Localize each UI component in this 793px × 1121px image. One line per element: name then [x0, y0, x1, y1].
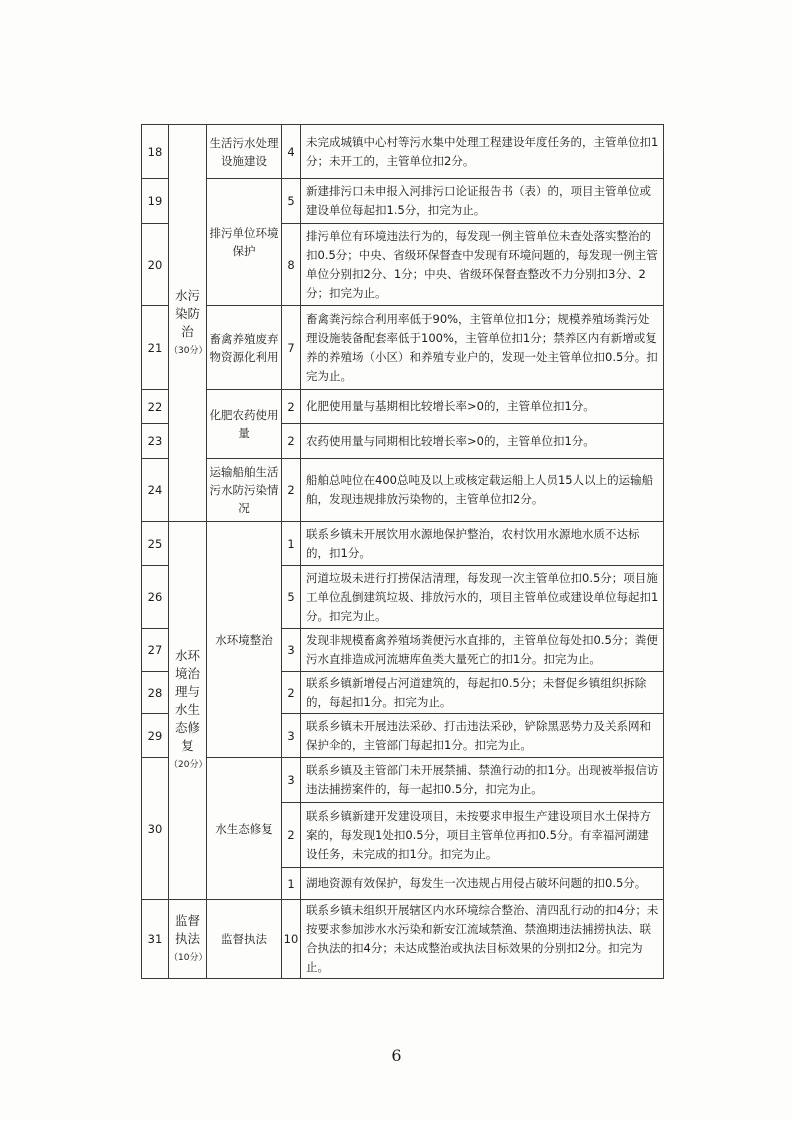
criteria-text: 船舶总吨位在400总吨及以上或核定载运船上人员15人以上的运输船舶，发现违规排放污染物的，主管单位扣2分。	[301, 459, 664, 522]
subcategory-cell	[207, 459, 282, 522]
table-row	[142, 522, 664, 566]
row-number: 24	[142, 459, 169, 522]
criteria-text: 发现非规模畜禽养殖场粪便污水直排的，主管单位每处扣0.5分；粪便污水直排造成河流塘库鱼类大量死亡的扣1分。扣完为止。	[301, 629, 664, 672]
criteria-text: 农药使用量与同期相比较增长率>0的，主管单位扣1分。	[301, 424, 664, 459]
subcategory-label: 化肥农药使用量	[209, 408, 279, 440]
points-cell: 8	[282, 224, 301, 306]
points-cell: 2	[282, 459, 301, 522]
row-number: 30	[142, 758, 169, 900]
row-number: 19	[142, 179, 169, 224]
points-cell: 1	[282, 522, 301, 566]
criteria-text: 联系乡镇未组织开展辖区内水环境综合整治、清四乱行动的扣4分；未按要求参加涉水水污染和新安江流域禁渔、禁渔期违法捕捞执法、联合执法的扣4分；未达成整治或执法目标效果的分别扣2分。扣完为止。	[301, 900, 664, 979]
criteria-text: 排污单位有环境违法行为的，每发现一例主管单位未查处落实整治的扣0.5分；中央、省级环保督查中发现有环境问题的，每发现一例主管单位分别扣2分、1分；中央、省级环保督查整改不力分别扣3分、2分；扣完为止。	[301, 224, 664, 306]
points-cell: 5	[282, 179, 301, 224]
subcategory-label: 畜禽养殖废弃物资源化利用	[209, 331, 279, 364]
row-number: 29	[142, 714, 169, 758]
category-title: 水环境治理与水生态修复	[174, 648, 200, 753]
category-title: 水污染防治	[174, 287, 200, 339]
table-row	[142, 390, 664, 424]
points-cell: 3	[282, 758, 301, 803]
subcategory-cell	[207, 390, 282, 459]
row-number: 25	[142, 522, 169, 566]
row-number: 28	[142, 672, 169, 714]
points-cell: 5	[282, 566, 301, 629]
subcategory-cell	[207, 125, 282, 179]
points-cell: 7	[282, 306, 301, 390]
category-cell	[169, 900, 207, 979]
subcategory-label: 生活污水处理设施建设	[209, 135, 279, 168]
category-title: 监督执法	[174, 912, 200, 946]
category-points: （10分）	[169, 952, 208, 963]
subcategory-label: 水生态修复	[215, 821, 273, 836]
criteria-text: 河道垃圾未进行打捞保洁清理，每发现一次主管单位扣0.5分；项目施工单位乱倒建筑垃圾、排放污水的，项目主管单位或建设单位每起扣1分。扣完为止。	[301, 566, 664, 629]
table-row	[142, 125, 664, 179]
criteria-text: 联系乡镇新建开发建设项目，未按要求申报生产建设项目水土保持方案的，每发现1处扣0.5分，项目主管单位再扣0.5分。有幸福河湖建设任务，未完成的扣1分。扣完为止。	[301, 803, 664, 868]
criteria-text: 联系乡镇未开展饮用水源地保护整治，农村饮用水源地水质不达标的，扣1分。	[301, 522, 664, 566]
criteria-text: 联系乡镇及主管部门未开展禁捕、禁渔行动的扣1分。出现被举报信访违法捕捞案件的，每一起扣0.5分，扣完为止。	[301, 758, 664, 803]
points-cell: 2	[282, 390, 301, 424]
criteria-text: 新建排污口未申报入河排污口论证报告书（表）的，项目主管单位或建设单位每起扣1.5分，扣完为止。	[301, 179, 664, 224]
points-cell: 3	[282, 714, 301, 758]
category-points: （20分）	[169, 760, 208, 770]
row-number: 20	[142, 224, 169, 306]
criteria-text: 未完成城镇中心村等污水集中处理工程建设年度任务的，主管单位扣1分；未开工的，主管单位扣2分。	[301, 125, 664, 179]
points-cell: 10	[282, 900, 301, 979]
subcategory-cell	[207, 306, 282, 390]
points-cell: 2	[282, 424, 301, 459]
row-number: 26	[142, 566, 169, 629]
row-number: 18	[142, 125, 169, 179]
subcategory-cell	[207, 758, 282, 900]
criteria-text: 化肥使用量与基期相比较增长率>0的，主管单位扣1分。	[301, 390, 664, 424]
row-number: 22	[142, 390, 169, 424]
table-row	[142, 459, 664, 522]
criteria-text: 湖地资源有效保护，每发生一次违规占用侵占破坏问题的扣0.5分。	[301, 868, 664, 900]
subcategory-label: 运输船舶生活污水防污染情况	[209, 465, 279, 515]
table-row	[142, 179, 664, 224]
page-number: 6	[391, 1046, 402, 1065]
subcategory-label: 监督执法	[221, 932, 267, 946]
points-cell: 2	[282, 672, 301, 714]
points-cell: 2	[282, 803, 301, 868]
subcategory-cell	[207, 522, 282, 758]
subcategory-cell	[207, 179, 282, 306]
criteria-text: 畜禽粪污综合利用率低于90%，主管单位扣1分；规模养殖场粪污处理设施装备配套率低于100%，主管单位扣1分；禁养区内有新增或复养的养殖场（小区）和养殖专业户的，发现一处主管单位扣0.5分。扣完为止。	[301, 306, 664, 390]
table-row	[142, 306, 664, 390]
table-row	[142, 900, 664, 979]
criteria-text: 联系乡镇未开展违法采砂、打击违法采砂，铲除黑恶势力及关系网和保护伞的，主管部门每起扣1分。扣完为止。	[301, 714, 664, 758]
row-number: 27	[142, 629, 169, 672]
category-cell	[169, 522, 207, 900]
subcategory-cell	[207, 900, 282, 979]
criteria-text: 联系乡镇新增侵占河道建筑的，每起扣0.5分；未督促乡镇组织拆除的，每起扣1分。扣完为止。	[301, 672, 664, 714]
points-cell: 1	[282, 868, 301, 900]
category-cell	[169, 125, 207, 522]
score-table	[141, 124, 664, 979]
points-cell: 3	[282, 629, 301, 672]
subcategory-label: 水环境整治	[215, 632, 273, 647]
row-number: 21	[142, 306, 169, 390]
category-points: （30分）	[169, 345, 208, 356]
row-number: 31	[142, 900, 169, 979]
points-cell: 4	[282, 125, 301, 179]
table-row	[142, 758, 664, 803]
subcategory-label: 排污单位环境保护	[209, 226, 279, 258]
row-number: 23	[142, 424, 169, 459]
